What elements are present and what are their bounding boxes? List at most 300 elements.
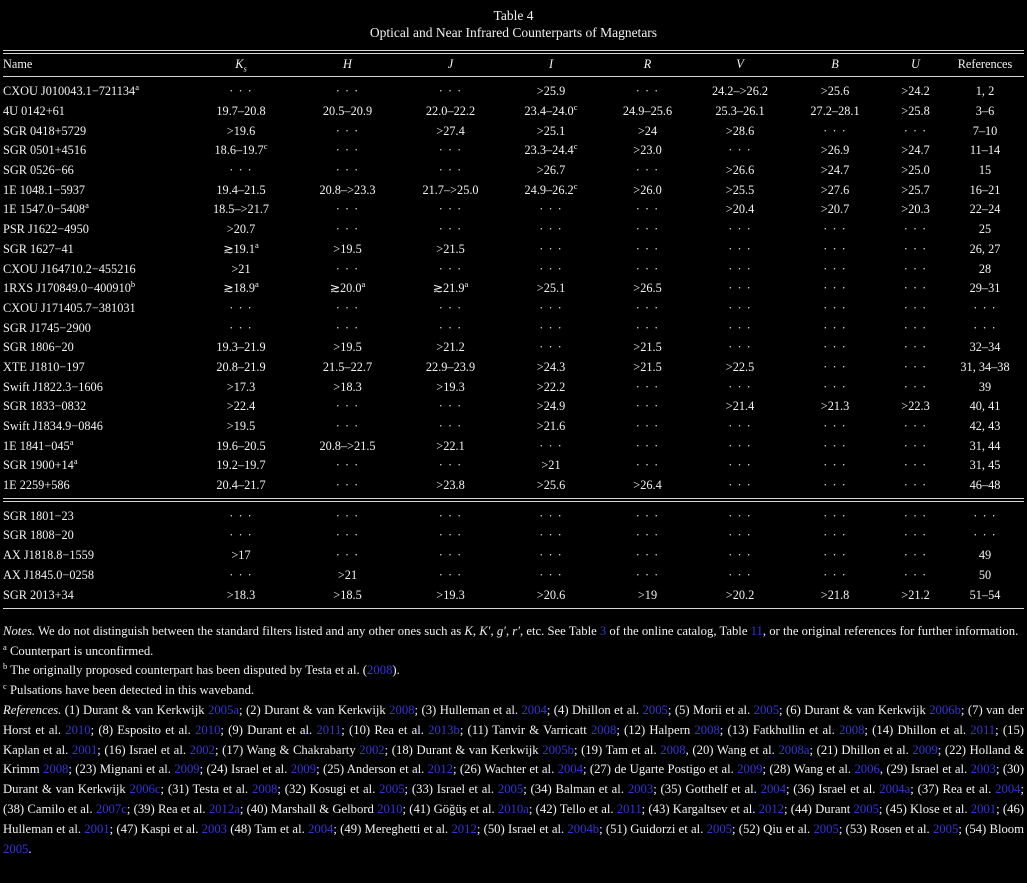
reference-entry: (36) Israel et al. <box>793 782 880 797</box>
magnitude-cell: 19.7–20.8 <box>216 104 266 119</box>
reference-year-link[interactable]: 2005a <box>207 703 239 718</box>
footnote-a <box>3 642 1024 662</box>
reference-entry: (41) Göğüş et al. <box>409 802 498 817</box>
footnote-marker: a <box>3 641 7 652</box>
reference-entry: (19) Tam et al. <box>581 742 661 757</box>
magnitude-cell: >21.5 <box>633 340 662 355</box>
magnitude-cell: · · · <box>823 359 847 374</box>
reference-year-link[interactable]: 2008 <box>252 782 278 797</box>
citation-link[interactable]: 2008 <box>367 663 393 678</box>
footnote-marker: b <box>3 661 8 672</box>
reference-separator: ; <box>995 762 1003 777</box>
magnitude-cell: · · · <box>438 548 463 563</box>
column-header-u: U <box>885 52 946 77</box>
magnitude-cell: >21 <box>541 458 561 473</box>
reference-year-link[interactable]: 2010 <box>65 722 91 737</box>
magnitude-cell: · · · <box>823 123 847 138</box>
magnitude-cell: · · · <box>903 567 928 582</box>
reference-entry: (26) Wachter et al. <box>459 762 558 777</box>
text-segment: K′ <box>479 623 491 638</box>
reference-entry: (25) Anderson et al. <box>322 762 428 777</box>
magnitude-cell: · · · <box>823 567 847 582</box>
magnitude-cell: >22.3 <box>901 399 930 414</box>
citation-link[interactable]: 11 <box>750 623 763 638</box>
magnitude-cell: >28.6 <box>725 123 755 138</box>
magnetar-name: SGR 1627−41 <box>3 241 74 256</box>
magnitude-cell: >26.4 <box>633 478 662 493</box>
reference-year-link[interactable]: 2001 <box>84 821 110 836</box>
reference-year-link[interactable]: 2010 <box>377 802 403 817</box>
magnitude-cell: >25.0 <box>901 163 930 178</box>
notes-label: Notes. <box>3 623 36 638</box>
magnitude-cell: >26.0 <box>633 182 662 197</box>
references-cell: 26, 27 <box>969 241 1001 256</box>
text-segment: K <box>464 623 473 638</box>
magnitude-cell: · · · <box>635 458 660 473</box>
reference-entry: (3) Hulleman et al. <box>421 703 522 718</box>
reference-year-link[interactable]: 2011 <box>970 722 996 737</box>
magnitude-cell: >19.3 <box>436 587 465 602</box>
reference-year-link[interactable]: 2001 <box>970 802 997 817</box>
reference-year-link[interactable]: 2008 <box>389 703 415 718</box>
reference-separator: ; <box>333 821 341 836</box>
reference-year-link[interactable]: 2005 <box>497 782 524 797</box>
reference-separator: ; <box>995 722 1003 737</box>
reference-separator: ; <box>126 802 134 817</box>
reference-year-link[interactable]: 2002 <box>189 742 215 757</box>
magnitude-cell: · · · <box>823 300 847 315</box>
magnitude-cell: >26.7 <box>536 163 566 178</box>
reference-year-link[interactable]: 2010a <box>497 802 529 817</box>
reference-entry: (44) Durant <box>790 802 854 817</box>
magnitude-cell: >24.3 <box>536 359 566 374</box>
reference-year-link[interactable]: 2012 <box>758 802 784 817</box>
magnitude-cell: ≳18.9$^a$ <box>223 279 259 296</box>
reference-entry: (46) Hulleman et al. <box>3 802 1025 836</box>
magnitude-cell: · · · <box>903 419 928 434</box>
reference-entry: (45) Klose et al. <box>885 802 971 817</box>
reference-year-link[interactable]: 2012 <box>427 762 453 777</box>
reference-year-link[interactable]: 2008 <box>839 722 865 737</box>
magnitude-cell: · · · <box>695 500 785 526</box>
magnitude-cell: >25.1 <box>536 281 566 296</box>
magnitude-cell: >22.5 <box>725 359 755 374</box>
table-header <box>3 52 1024 77</box>
reference-year-link[interactable]: 2003 <box>201 821 228 836</box>
reference-separator: ; <box>864 722 873 737</box>
magnitude-cell: >25.9 <box>536 84 566 99</box>
magnitude-cell: >24.9 <box>536 399 566 414</box>
magnitude-cell: · · · <box>186 500 296 526</box>
magnitude-cell: >21.5 <box>436 241 465 256</box>
references-cell: 31, 44 <box>969 438 1001 453</box>
text-segment: r′ <box>512 623 520 638</box>
reference-year-link[interactable]: 2007c <box>95 802 127 817</box>
reference-year-link[interactable]: 2005 <box>853 802 879 817</box>
magnetar-name: AX J1818.8−1559 <box>3 548 94 563</box>
magnitude-cell: · · · <box>728 548 752 563</box>
magnitude-cell: · · · <box>728 528 752 543</box>
magnitude-cell: >24.2 <box>901 84 930 99</box>
references-cell: 25 <box>978 222 992 237</box>
references-cell: 16–21 <box>969 182 1001 197</box>
magnitude-cell: >24 <box>637 123 658 138</box>
magnitude-cell: 20.8–>21.5 <box>319 438 376 453</box>
reference-year-link[interactable]: 2009 <box>737 762 763 777</box>
text-segment: , <box>472 623 480 638</box>
table-row <box>3 526 1024 546</box>
magnitude-cell: · · · <box>903 123 928 138</box>
reference-entry: (7) van der Horst et al. <box>3 703 1025 737</box>
magnitude-cell: · · · <box>728 261 752 276</box>
text-segment: , or the original references for further information. <box>762 623 1019 638</box>
table-row <box>3 417 1024 437</box>
magnitude-cell: · · · <box>438 222 463 237</box>
reference-separator: ; <box>719 722 728 737</box>
reference-year-link[interactable]: 2003 <box>970 762 996 777</box>
reference-year-link[interactable]: 2006 <box>854 762 880 777</box>
magnitude-cell: >23.8 <box>436 478 465 493</box>
reference-entry: (27) de Ugarte Postigo et al. <box>589 762 738 777</box>
magnitude-cell: 20.5–20.9 <box>322 104 373 119</box>
reference-separator: ; <box>414 703 422 718</box>
magnitude-cell: · · · <box>438 261 463 276</box>
magnitude-cell: · · · <box>885 500 946 526</box>
reference-entry: (51) Guidorzi et al. <box>605 821 707 836</box>
reference-entry: (10) Rea et al. <box>349 722 429 737</box>
references-cell: · · · <box>973 528 997 543</box>
magnitude-cell: >22.2 <box>536 379 566 394</box>
magnitude-cell: · · · <box>903 438 928 453</box>
magnitude-cell: ≳20.0$^a$ <box>329 279 366 296</box>
reference-year-link[interactable]: 2005 <box>753 703 780 718</box>
text-segment: , etc. See Table <box>520 623 600 638</box>
reference-separator: ; <box>762 762 770 777</box>
citation-link[interactable]: 3 <box>599 623 607 638</box>
reference-entry: (13) Fatkhullin et al. <box>727 722 840 737</box>
magnitude-cell: · · · <box>335 163 360 178</box>
magnitude-cell: · · · <box>635 222 660 237</box>
reference-year-link[interactable]: 2001 <box>71 742 98 757</box>
magnitude-cell: >20.7 <box>226 222 256 237</box>
table-row <box>3 397 1024 417</box>
table-title: Optical and Near Infrared Counterparts of Magnetars <box>369 25 658 40</box>
magnitude-cell: >21.2 <box>436 340 465 355</box>
magnitude-cell: · · · <box>229 163 253 178</box>
magnitude-cell: · · · <box>438 419 463 434</box>
magnitude-cell: · · · <box>335 320 360 335</box>
magnitude-cell: · · · <box>635 163 660 178</box>
magnetar-name: PSR J1622−4950 <box>3 222 89 237</box>
reference-year-link[interactable]: 2009 <box>174 762 200 777</box>
references-cell: · · · <box>973 320 997 335</box>
magnitude-cell: · · · <box>635 379 660 394</box>
magnitude-cell: · · · <box>635 84 660 99</box>
reference-year-link[interactable]: 2009 <box>290 762 317 777</box>
magnitude-cell: · · · <box>539 241 563 256</box>
magnetar-name: 4U 0142+61 <box>3 104 65 119</box>
reference-year-link[interactable]: 2008 <box>590 722 617 737</box>
reference-entry: (6) Durant & van Kerkwijk <box>786 703 930 718</box>
magnitude-cell: · · · <box>335 123 360 138</box>
footnote-c <box>3 681 1024 701</box>
reference-entry: (35) Gotthelf et al. <box>660 782 761 797</box>
magnetar-name: SGR 1801−23 <box>3 500 186 526</box>
table-references <box>3 701 1024 859</box>
magnitude-cell: · · · <box>903 458 928 473</box>
magnitude-cell: >26.6 <box>725 163 755 178</box>
reference-separator: ; <box>546 703 554 718</box>
references-cell: 28 <box>978 261 992 276</box>
table-footer-block <box>3 622 1024 860</box>
reference-separator: ; <box>476 821 484 836</box>
reference-entry: (50) Israel et al. <box>483 821 568 836</box>
reference-year-link[interactable]: 2004 <box>557 762 583 777</box>
reference-year-link[interactable]: 2002 <box>359 742 385 757</box>
magnitude-cell: >25.6 <box>820 84 850 99</box>
reference-year-link[interactable]: 2008 <box>660 742 686 757</box>
reference-separator: . <box>28 841 32 856</box>
magnitude-cell: · · · <box>229 300 253 315</box>
magnetar-name: SGR 1808−20 <box>3 528 74 543</box>
reference-separator: ; <box>68 762 76 777</box>
paper-page <box>3 0 1024 859</box>
magnitude-cell: >25.1 <box>536 123 566 138</box>
references-cell: 22–24 <box>969 202 1001 217</box>
magnitude-cell: · · · <box>335 528 360 543</box>
magnitude-cell: 19.2–19.7 <box>216 458 266 473</box>
magnitude-cell: >17.3 <box>226 379 256 394</box>
reference-separator: ; <box>641 802 649 817</box>
magnitude-cell: · · · <box>903 241 928 256</box>
column-header-j: J <box>399 52 502 77</box>
magnetar-name: AX J1845.0−0258 <box>3 567 94 582</box>
magnitude-cell: · · · <box>728 143 752 158</box>
magnitude-cell: >21.5 <box>633 359 662 374</box>
reference-year-link[interactable]: 2010 <box>195 722 221 737</box>
reference-year-link[interactable]: 2012a <box>208 802 240 817</box>
reference-entry: (31) Testa et al. <box>167 782 253 797</box>
references-cell: 32–34 <box>969 340 1001 355</box>
reference-entry: (42) Tello et al. <box>535 802 617 817</box>
reference-year-link[interactable]: 2005b <box>542 742 574 757</box>
reference-separator: ; <box>97 742 105 757</box>
table-row <box>3 318 1024 338</box>
reference-separator: ; <box>582 762 590 777</box>
references-cell: 40, 41 <box>969 399 1001 414</box>
reference-separator: ; <box>653 782 661 797</box>
magnitude-cell: · · · <box>539 202 563 217</box>
reference-separator: ; <box>958 821 966 836</box>
table-row <box>3 141 1024 161</box>
reference-separator: ; <box>785 782 794 797</box>
magnitude-cell: >27.4 <box>436 123 465 138</box>
magnitude-cell: >25.5 <box>725 182 755 197</box>
magnitude-cell: · · · <box>728 281 752 296</box>
references-cell: 3–6 <box>975 104 995 119</box>
magnetar-name: 1E $1547.0-5408^a$ <box>3 200 89 217</box>
column-header-k: $K_s$ <box>186 52 296 77</box>
reference-year-link[interactable]: 2008 <box>694 722 720 737</box>
magnitude-cell: · · · <box>728 300 752 315</box>
reference-entry: (49) Mereghetti et al. <box>340 821 452 836</box>
magnitude-cell: · · · <box>539 528 563 543</box>
reference-entry: (32) Kosugi et al. <box>284 782 380 797</box>
table-row <box>3 456 1024 476</box>
reference-separator: ; <box>404 782 412 797</box>
reference-separator: ; <box>732 821 739 836</box>
reference-entry: (14) Dhillon et al. <box>872 722 971 737</box>
reference-separator: ; <box>402 802 410 817</box>
reference-entry: (11) Tanvir & Varricatt <box>467 722 591 737</box>
reference-year-link[interactable]: 2004b <box>567 821 600 836</box>
header-row <box>3 52 1024 77</box>
magnitude-cell: · · · <box>635 548 660 563</box>
table-row <box>3 476 1024 501</box>
reference-year-link[interactable]: 2005 <box>706 821 732 836</box>
magnitude-cell: · · · <box>903 359 928 374</box>
references-cell: 11–14 <box>969 143 1001 158</box>
magnitude-cell: · · · <box>903 379 928 394</box>
reference-entry: (33) Israel et al. <box>411 782 498 797</box>
magnitude-cell: · · · <box>335 222 360 237</box>
magnetar-name: 1RXS $J170849.0-400910^b$ <box>3 279 136 296</box>
magnitude-cell: >21.4 <box>725 399 755 414</box>
text-segment: The originally proposed counterpart has been disputed by Testa et al. ( <box>7 663 368 678</box>
reference-entry: (15) Kaplan et al. <box>3 722 1025 757</box>
reference-entry: (12) Halpern <box>624 722 695 737</box>
reference-year-link[interactable]: 2006b <box>929 703 961 718</box>
magnitude-cell: >21.2 <box>901 587 930 602</box>
reference-separator: , <box>879 762 887 777</box>
magnetar-name: SGR 1806−20 <box>3 340 74 355</box>
magnitude-cell: >19.6 <box>226 123 256 138</box>
reference-entry: (2) Durant & van Kerkwijk <box>245 703 390 718</box>
table-row <box>3 358 1024 378</box>
magnitude-cell: >24.7 <box>901 143 930 158</box>
reference-year-link[interactable]: 2012 <box>451 821 477 836</box>
reference-entry: (22) Holland & Krimm <box>3 742 1024 777</box>
magnitude-cell: ≳19.1$^a$ <box>223 239 259 256</box>
table-notes <box>3 622 1024 642</box>
table-row <box>3 546 1024 566</box>
reference-year-link[interactable]: 2004a <box>879 782 911 797</box>
magnetar-name: 1E 1048.1−5937 <box>3 182 86 197</box>
magnetar-name: SGR 0526−66 <box>3 163 74 178</box>
reference-year-link[interactable]: 2005 <box>379 782 405 797</box>
magnitude-cell: · · · <box>823 340 847 355</box>
reference-year-link[interactable]: 2004 <box>521 703 547 718</box>
references-cell: 51–54 <box>969 587 1001 602</box>
reference-year-link[interactable]: 2004 <box>760 782 786 797</box>
magnitude-cell: · · · <box>635 528 660 543</box>
reference-year-link[interactable]: 2005 <box>813 821 839 836</box>
magnitude-cell: >25.7 <box>901 182 930 197</box>
magnitude-cell: 18.5–>21.7 <box>212 202 270 217</box>
magnitude-cell: >21.6 <box>536 419 566 434</box>
text-segment: We do not distinguish between the standard filters listed and any other ones such as <box>35 623 465 638</box>
text-segment: ). <box>392 663 400 678</box>
reference-separator: ; <box>1020 782 1025 797</box>
magnitude-cell: >20.7 <box>820 202 850 217</box>
reference-entry: (4) Dhillon et al. <box>553 703 643 718</box>
reference-separator: ; <box>878 802 886 817</box>
magnitude-cell: · · · <box>728 320 752 335</box>
magnitude-cell: >19 <box>637 587 658 602</box>
reference-year-link[interactable]: 2005 <box>3 841 29 856</box>
reference-separator: ; <box>239 802 247 817</box>
magnetar-name: Swift J1822.3−1606 <box>3 379 103 394</box>
magnitude-cell: · · · <box>438 399 463 414</box>
magnitude-cell: · · · <box>335 261 360 276</box>
table-row <box>3 377 1024 397</box>
reference-year-link[interactable]: 2005 <box>642 703 668 718</box>
magnitude-cell: 19.6–20.5 <box>216 438 266 453</box>
reference-year-link[interactable]: 2008a <box>778 742 810 757</box>
magnitude-cell: >26.9 <box>820 143 850 158</box>
magnitude-cell: · · · <box>539 320 563 335</box>
magnitude-cell: · · · <box>903 222 928 237</box>
references-cell: 42, 43 <box>969 419 1001 434</box>
magnetar-name: SGR 0501+4516 <box>3 143 87 158</box>
magnitude-cell: · · · <box>903 320 928 335</box>
reference-year-link[interactable]: 2011 <box>616 802 642 817</box>
magnetar-name: CXOU J171405.7−381031 <box>3 300 136 315</box>
reference-year-link[interactable]: 2008 <box>43 762 69 777</box>
magnitude-cell: · · · <box>635 567 660 582</box>
reference-year-link[interactable]: 2004 <box>995 782 1021 797</box>
magnitude-cell: 20.8–>23.3 <box>319 182 376 197</box>
magnitude-cell: · · · <box>635 241 660 256</box>
magnitude-cell: 20.4–21.7 <box>216 478 266 493</box>
table-row <box>3 200 1024 220</box>
reference-year-link[interactable]: 2005 <box>932 821 959 836</box>
references-cell: 31, 45 <box>969 458 1001 473</box>
magnetar-name: Swift J1834.9−0846 <box>3 419 103 434</box>
reference-separator: ; <box>996 802 1003 817</box>
magnitude-cell: >22.4 <box>226 399 256 414</box>
magnitude-cell: · · · <box>823 528 847 543</box>
magnitude-cell: · · · <box>335 202 360 217</box>
magnitude-cell: >21 <box>337 567 358 582</box>
reference-entry: (39) Rea et al. <box>133 802 209 817</box>
reference-year-link[interactable]: 2013b <box>428 722 460 737</box>
magnitude-cell: · · · <box>823 379 847 394</box>
magnitude-cell: · · · <box>539 222 563 237</box>
section-candidates <box>3 500 1024 608</box>
magnitude-cell: >25.8 <box>901 104 930 119</box>
reference-separator: ; <box>910 782 918 797</box>
reference-entry: (34) Balman et al. <box>530 782 628 797</box>
reference-entry: (21) Dhillon et al. <box>816 742 913 757</box>
reference-year-link[interactable]: 2004 <box>308 821 334 836</box>
reference-year-link[interactable]: 2003 <box>627 782 654 797</box>
reference-entry: (24) Israel et al. <box>206 762 291 777</box>
magnitude-cell: · · · <box>635 202 660 217</box>
magnitude-cell: · · · <box>635 261 660 276</box>
magnitude-cell: · · · <box>903 478 928 493</box>
column-header-v: V <box>695 52 785 77</box>
magnitude-cell: 23.3–24.4$^c$ <box>524 141 578 158</box>
magnitude-cell: 22.9–23.9 <box>425 359 476 374</box>
reference-year-link[interactable]: 2009 <box>912 742 938 757</box>
magnitude-cell: 27.2–28.1 <box>810 104 860 119</box>
table-row <box>3 102 1024 122</box>
reference-year-link[interactable]: 2006c <box>129 782 161 797</box>
reference-entry: (8) Esposito et al. <box>98 722 196 737</box>
reference-year-link[interactable]: 2011 <box>316 722 342 737</box>
references-cell: · · · <box>973 300 997 315</box>
